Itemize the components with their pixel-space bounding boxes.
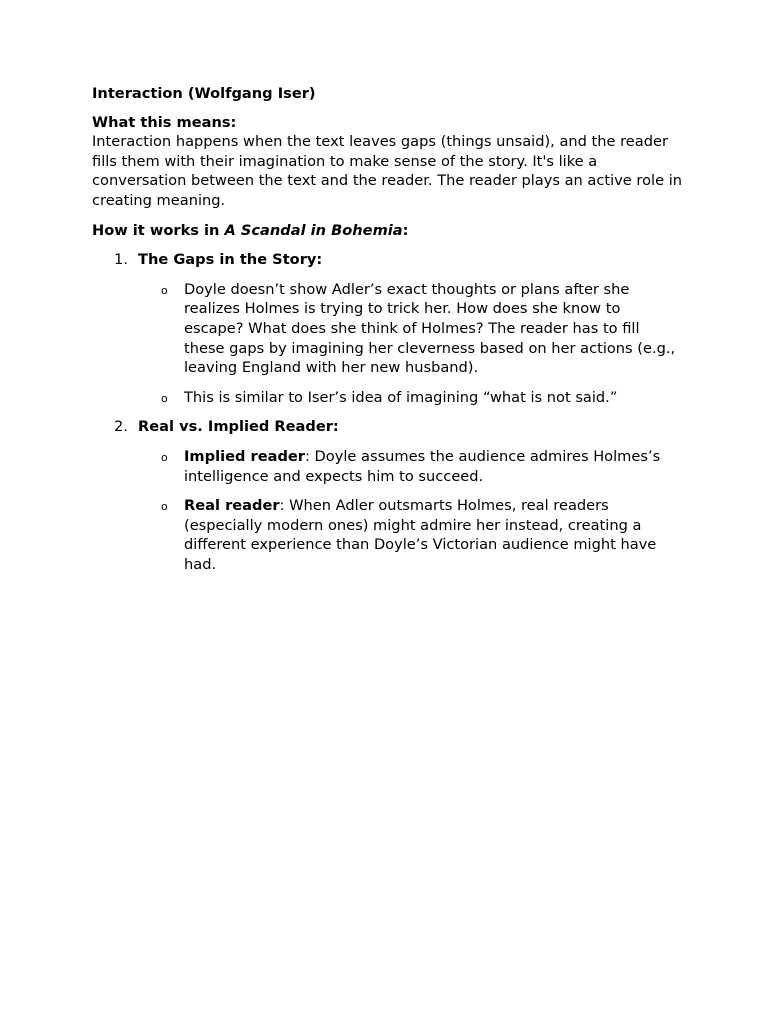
document-title: Interaction (Wolfgang Iser) [92,85,316,102]
bullet-list [92,447,682,575]
bullet-list [92,280,682,408]
what-paragraph: Interaction happens when the text leaves gaps (things unsaid), and the reader fills them with their imagination to make sense of the story. It's like a conversation between the text and the reader. The reader plays an active role in creating meaning. [92,133,683,209]
section-heading [92,417,682,437]
how-heading [92,221,682,241]
section-number: 1. [114,251,128,269]
bullet-marker: o [161,450,168,464]
section-heading-text: The Gaps in the Story: [138,251,323,269]
bullet-text: : When Adler outsmarts Holmes, real readers (especially modern ones) might admire her instead, creating a different experience than Doyle’s Victorian audience might have had. [184,497,657,573]
how-suffix: : [402,221,409,239]
list-item [92,388,682,408]
bullet-bold-term: Real reader [184,497,280,515]
bullet-bold-term: Implied reader [184,447,305,465]
list-item [92,447,682,486]
bullet-text: : Doyle assumes the audience admires Holmes’s intelligence and expects him to succeed. [184,447,661,485]
section-heading-text: Real vs. Implied Reader: [138,418,339,436]
list-item [92,496,682,574]
bullet-text: Doyle doesn’t show Adler’s exact thoughts or plans after she realizes Holmes is trying to trick her. How does she know to escape? What does she think of Holmes? The reader has to fill these gaps by imagining her cleverness based on her actions (e.g., leaving England with her new husband). [184,280,676,377]
list-item [92,280,682,378]
what-heading: What this means: [92,113,237,131]
document-page [92,84,682,584]
bullet-marker: o [161,500,168,514]
story-title: A Scandal in Bohemia [224,221,403,239]
section-number: 2. [114,418,128,436]
how-prefix: How it works in [92,221,225,239]
bullet-marker: o [161,391,168,405]
bullet-marker: o [161,283,168,297]
bullet-text: This is similar to Iser’s idea of imagining “what is not said.” [184,388,618,406]
section-heading [92,250,682,270]
